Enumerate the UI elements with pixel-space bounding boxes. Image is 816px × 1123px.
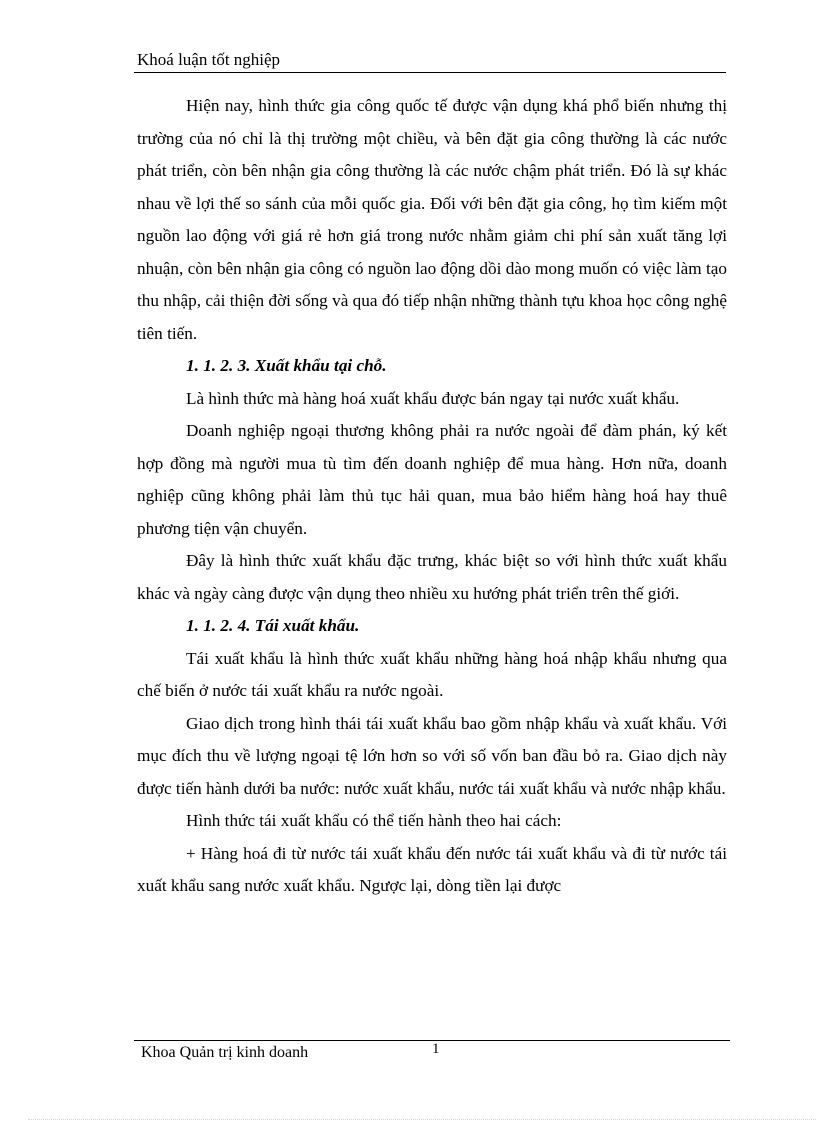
paragraph-on-spot-characteristics: Đây là hình thức xuất khẩu đặc trưng, khác biệt so với hình thức xuất khẩu khác và ngày càng được vận dụng theo nhiều xu hướng phát triển trên thế giới.: [137, 551, 727, 603]
paragraph-on-spot-advantages: Doanh nghiệp ngoại thương không phải ra nước ngoài để đàm phán, ký kết hợp đồng mà người mua tù tìm đến doanh nghiệp để mua hàng. Hơn nữa, doanh nghiệp cũng không phải làm thủ tục hải quan, mua bảo hiểm hàng hoá hay thuê phương tiện vận chuyển.: [137, 421, 727, 538]
section-heading-re-export: 1. 1. 2. 4. Tái xuất khẩu.: [186, 616, 360, 635]
running-header-title: Khoá luận tốt nghiệp: [137, 50, 281, 69]
paragraph-re-export-definition: Tái xuất khẩu là hình thức xuất khẩu những hàng hoá nhập khẩu nhưng qua chế biến ở nước tái xuất khẩu ra nước ngoài.: [137, 648, 727, 700]
paragraph-re-export-transaction: Giao dịch trong hình thái tái xuất khẩu bao gồm nhập khẩu và xuất khẩu. Với mục đích thu về lượng ngoại tệ lớn hơn so với số vốn ban đầu bỏ ra. Giao dịch này được tiến hành dưới ba nước: nước xuất khẩu, nước tái xuất khẩu và nước nhập khẩu.: [137, 713, 727, 798]
footer-department: Khoa Quản trị kinh doanh: [141, 1044, 309, 1061]
paragraph-re-export-method-one: + Hàng hoá đi từ nước tái xuất khẩu đến nước tái xuất khẩu và đi từ nước tái xuất khẩu sang nước xuất khẩu. Ngược lại, dòng tiền lại được: [137, 843, 727, 895]
section-heading-on-spot-export: 1. 1. 2. 3. Xuất khẩu tại chỗ.: [186, 356, 387, 375]
page-bottom-edge: [28, 1119, 816, 1120]
paragraph-re-export-methods: Hình thức tái xuất khẩu có thể tiến hành theo hai cách:: [186, 811, 562, 830]
paragraph-processing-trade: Hiện nay, hình thức gia công quốc tế được vận dụng khá phổ biến nhưng thị trường của nó chỉ là thị trường một chiều, và bên đặt gia công thường là các nước phát triển, còn bên nhận gia công thường là các nước chậm phát triển. Đó là sự khác nhau về lợi thế so sánh của mỗi quốc gia. Đối với bên đặt gia công, họ tìm kiếm một nguồn lao động với giá rẻ hơn giá trong nước nhằm giảm chi phí sản xuất tăng lợi nhuận, còn bên nhận gia công có nguồn lao động dồi dào mong muốn có việc làm tạo thu nhập, cải thiện đời sống và qua đó tiếp nhận những thành tựu khoa học công nghệ tiên tiến.: [137, 96, 727, 343]
header-divider: [134, 72, 726, 73]
page-number: 1: [432, 1041, 440, 1057]
paragraph-on-spot-definition: Là hình thức mà hàng hoá xuất khẩu được bán ngay tại nước xuất khẩu.: [186, 388, 680, 408]
document-body: [137, 90, 727, 903]
